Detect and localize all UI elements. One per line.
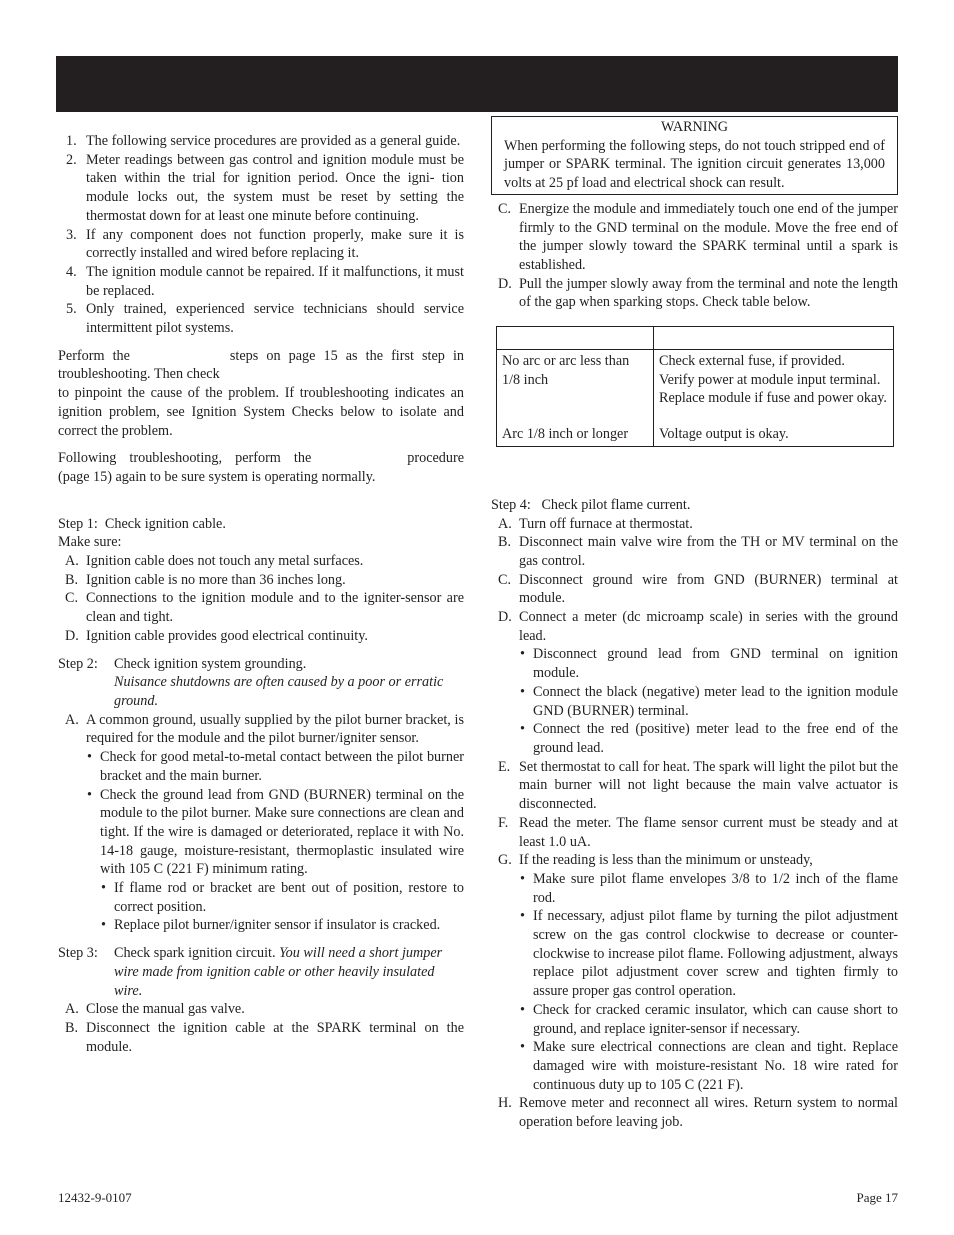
step-note: Nuisance shutdowns are often caused by a poor or erratic ground. — [114, 674, 444, 709]
list-item: D. Ignition cable provides good electrical continuity. — [65, 627, 368, 644]
step-2 — [58, 655, 464, 936]
bullet-item: • Make sure pilot flame envelopes 3/8 to 1/2 inch of the flame rod. — [519, 870, 898, 907]
bullet-item: • Check for good metal-to-metal contact between the pilot burner bracket and the main burner. — [86, 748, 464, 785]
warning-title: WARNING — [661, 119, 728, 135]
perform-paragraph: Perform the steps on page 15 as the first step in troubleshooting. Then check to pinpoint the cause of the problem. If troubleshooting indicates an ignition problem, see Ignition System Checks below to isolate and correct the problem. — [58, 347, 464, 439]
table-cell: Voltage output is okay. — [654, 410, 894, 446]
header-banner — [56, 56, 898, 112]
step-title: Check ignition system grounding. — [114, 655, 307, 672]
list-item: E. Set thermostat to call for heat. The spark will light the pilot but the main burner will not light because the main valve actuator is disconnected. — [498, 758, 898, 813]
step-title: Check ignition cable. — [104, 515, 226, 532]
list-item: C. Disconnect ground wire from GND (BURNER) terminal at module. — [498, 571, 898, 607]
right-column — [491, 116, 898, 1132]
spark-check-table — [496, 326, 894, 447]
bullet-list — [519, 645, 898, 757]
left-column — [58, 132, 464, 1056]
bullet-item: • Replace pilot burner/igniter sensor if insulator is cracked. — [100, 916, 464, 935]
list-item: A. Ignition cable does not touch any metal surfaces. — [65, 553, 364, 570]
list-item: D. Connect a meter (dc microamp scale) in series with the ground lead. • Disconnect ground lead from GND terminal on ignition module. • Connect the black (negative) meter lead to the ignition module GND (BURNER) terminal. • Connect the red (positive) meter lead to the free end of the ground lead. — [491, 608, 898, 758]
list-item: B. Disconnect main valve wire from the TH or MV terminal on the gas control. — [498, 534, 898, 569]
following-paragraph: Following troubleshooting, perform the procedure (page 15) again to be sure system is operating normally. — [58, 450, 464, 485]
list-item: 4. The ignition module cannot be repaired. If it malfunctions, it must be replaced. — [66, 263, 464, 299]
table-header-cell — [654, 327, 894, 350]
list-item: A. Turn off furnace at thermostat. — [498, 515, 693, 532]
step-title: Check pilot flame current. — [541, 496, 691, 513]
step-label: Step 4: — [491, 496, 531, 513]
bullet-item: • If flame rod or bracket are bent out of position, restore to correct position. — [100, 879, 464, 916]
table-header-cell — [497, 327, 654, 350]
table-row — [497, 350, 894, 411]
bullet-list — [519, 870, 898, 1094]
bullet-item: • Check the ground lead from GND (BURNER) terminal on the module to the pilot burner. Make sure connections are clean and tight. If the wire is damaged or deteriorated, replace it with No. 14-18 gauge, moisture-resistant, thermoplastic insulated wire with 105 C (221 F) minimum rating. • If flame rod or bracket are bent out of position, restore to correct position. • Replace pilot burner/igniter sensor if insulator is cracked. — [86, 786, 464, 936]
step-title: Check spark ignition circuit. — [114, 945, 276, 962]
bullet-item: • Check for cracked ceramic insulator, which can cause short to ground, and replace igniter-sensor if necessary. — [519, 1001, 898, 1038]
list-item: B. Ignition cable is no more than 36 inches long. — [65, 571, 346, 588]
bullet-list — [86, 748, 464, 935]
list-item: A. Close the manual gas valve. — [65, 1001, 245, 1018]
bullet-item: • Connect the black (negative) meter lead to the ignition module GND (BURNER) terminal. — [519, 683, 898, 720]
bullet-item: • If necessary, adjust pilot flame by turning the pilot adjustment screw on the gas control clockwise to decrease or counter- clockwise to increase pilot flame. Following adjustment, always replace pilot adjustment cover screw and tighten firmly to assure proper gas control operation. — [519, 907, 898, 1001]
step-label: Step 2: — [58, 655, 98, 672]
table-cell: Check external fuse, if provided. Verify power at module input terminal. Replace module if fuse and power okay. — [654, 350, 894, 411]
step-1-list — [58, 552, 464, 646]
list-item: 1. The following service procedures are provided as a general guide. — [66, 133, 461, 149]
step-4 — [491, 496, 898, 1132]
warning-box — [491, 116, 898, 195]
list-item: 2. Meter readings between gas control and ignition module must be taken within the trial for ignition period. Once the igni- tion module locks out, the system must be reset by setting the thermostat down for at least one minute before continuing. — [66, 151, 464, 224]
list-item: F. Read the meter. The flame sensor current must be steady and at least 1.0 uA. — [498, 814, 898, 850]
step-3 — [58, 944, 464, 1056]
list-item: C. Energize the module and immediately touch one end of the jumper firmly to the GND terminal on the module. Move the free end of the jumper slowly toward the SPARK terminal until a spark is established. — [498, 200, 898, 273]
table-cell: Arc 1/8 inch or longer — [497, 410, 654, 446]
list-item: A. A common ground, usually supplied by the pilot burner bracket, is required for the module and the pilot burner/igniter sensor. • Check for good metal-to-metal contact between the pilot burner bracket and the main burner. • Check the ground lead from GND (BURNER) terminal on the module to the pilot burner. Make sure connections are clean and tight. If the wire is damaged or deteriorated, replace it with No. 14-18 gauge, moisture-resistant, thermoplastic insulated wire with 105 C (221 F) minimum rating. • If flame rod or bracket are bent out of position, restore to correct position. • Replace pilot burner/igniter sensor if insulator is cracked. — [58, 711, 464, 935]
list-item: C. Connections to the ignition module and to the igniter-sensor are clean and tight. — [65, 590, 464, 626]
table-row — [497, 410, 894, 446]
step-label: Step 1: — [58, 515, 98, 532]
step-label: Step 3: — [58, 945, 98, 962]
sub-bullet-list — [100, 879, 464, 935]
bullet-item: • Disconnect ground lead from GND terminal on ignition module. — [519, 645, 898, 682]
footer-page-number: Page 17 — [856, 1190, 898, 1205]
step-1 — [58, 515, 464, 646]
bullet-item: • Connect the red (positive) meter lead to the free end of the ground lead. — [519, 720, 898, 757]
table-header-row — [497, 327, 894, 350]
make-sure-label: Make sure: — [58, 534, 122, 551]
list-item: B. Disconnect the ignition cable at the SPARK terminal on the module. — [65, 1019, 464, 1055]
list-item: H. Remove meter and reconnect all wires. Return system to normal operation before leaving job. — [498, 1095, 898, 1131]
footer-doc-number: 12432-9-0107 — [58, 1190, 132, 1205]
list-item: 3. If any component does not function properly, make sure it is correctly installed and wired before replacing it. — [66, 226, 464, 262]
bullet-item: • Make sure electrical connections are clean and tight. Replace damaged wire with moisture-resistant No. 18 wire rated for continuous duty up to 105 C (221 F). — [519, 1038, 898, 1094]
list-item: 5. Only trained, experienced service technicians should service intermittent pilot systems. — [66, 301, 464, 337]
list-item: D. Pull the jumper slowly away from the terminal and note the length of the gap when sparking stops. Check table below. — [498, 275, 898, 311]
intro-list — [58, 132, 464, 338]
step-3-continued-list — [491, 200, 898, 312]
step-3-list — [58, 1000, 464, 1056]
warning-text: When performing the following steps, do not touch stripped end of jumper or SPARK terminal. The ignition circuit generates 13,000 volts at 25 pf load and electrical shock can result. — [504, 137, 885, 192]
list-item: G. If the reading is less than the minimum or unsteady, • Make sure pilot flame envelopes 3/8 to 1/2 inch of the flame rod. • If necessary, adjust pilot flame by turning the pilot adjustment screw on the gas control clockwise to decrease or counter- clockwise to increase pilot flame. Following adjustment, always replace pilot adjustment cover screw and tighten firmly to assure proper gas control operation. • Check for cracked ceramic insulator, which can cause short to ground, and replace igniter-sensor if necessary. • Make sure electrical connections are clean and tight. Replace damaged wire with moisture-resistant No. 18 wire rated for continuous duty up to 105 C (221 F). — [491, 851, 898, 1094]
step-note: You will need a short jumper wire made from ignition cable or other heavily insulated wire. — [114, 945, 443, 999]
table-cell: No arc or arc less than 1/8 inch — [497, 350, 654, 411]
step-4-list — [491, 515, 898, 1132]
step-2-list — [58, 711, 464, 935]
